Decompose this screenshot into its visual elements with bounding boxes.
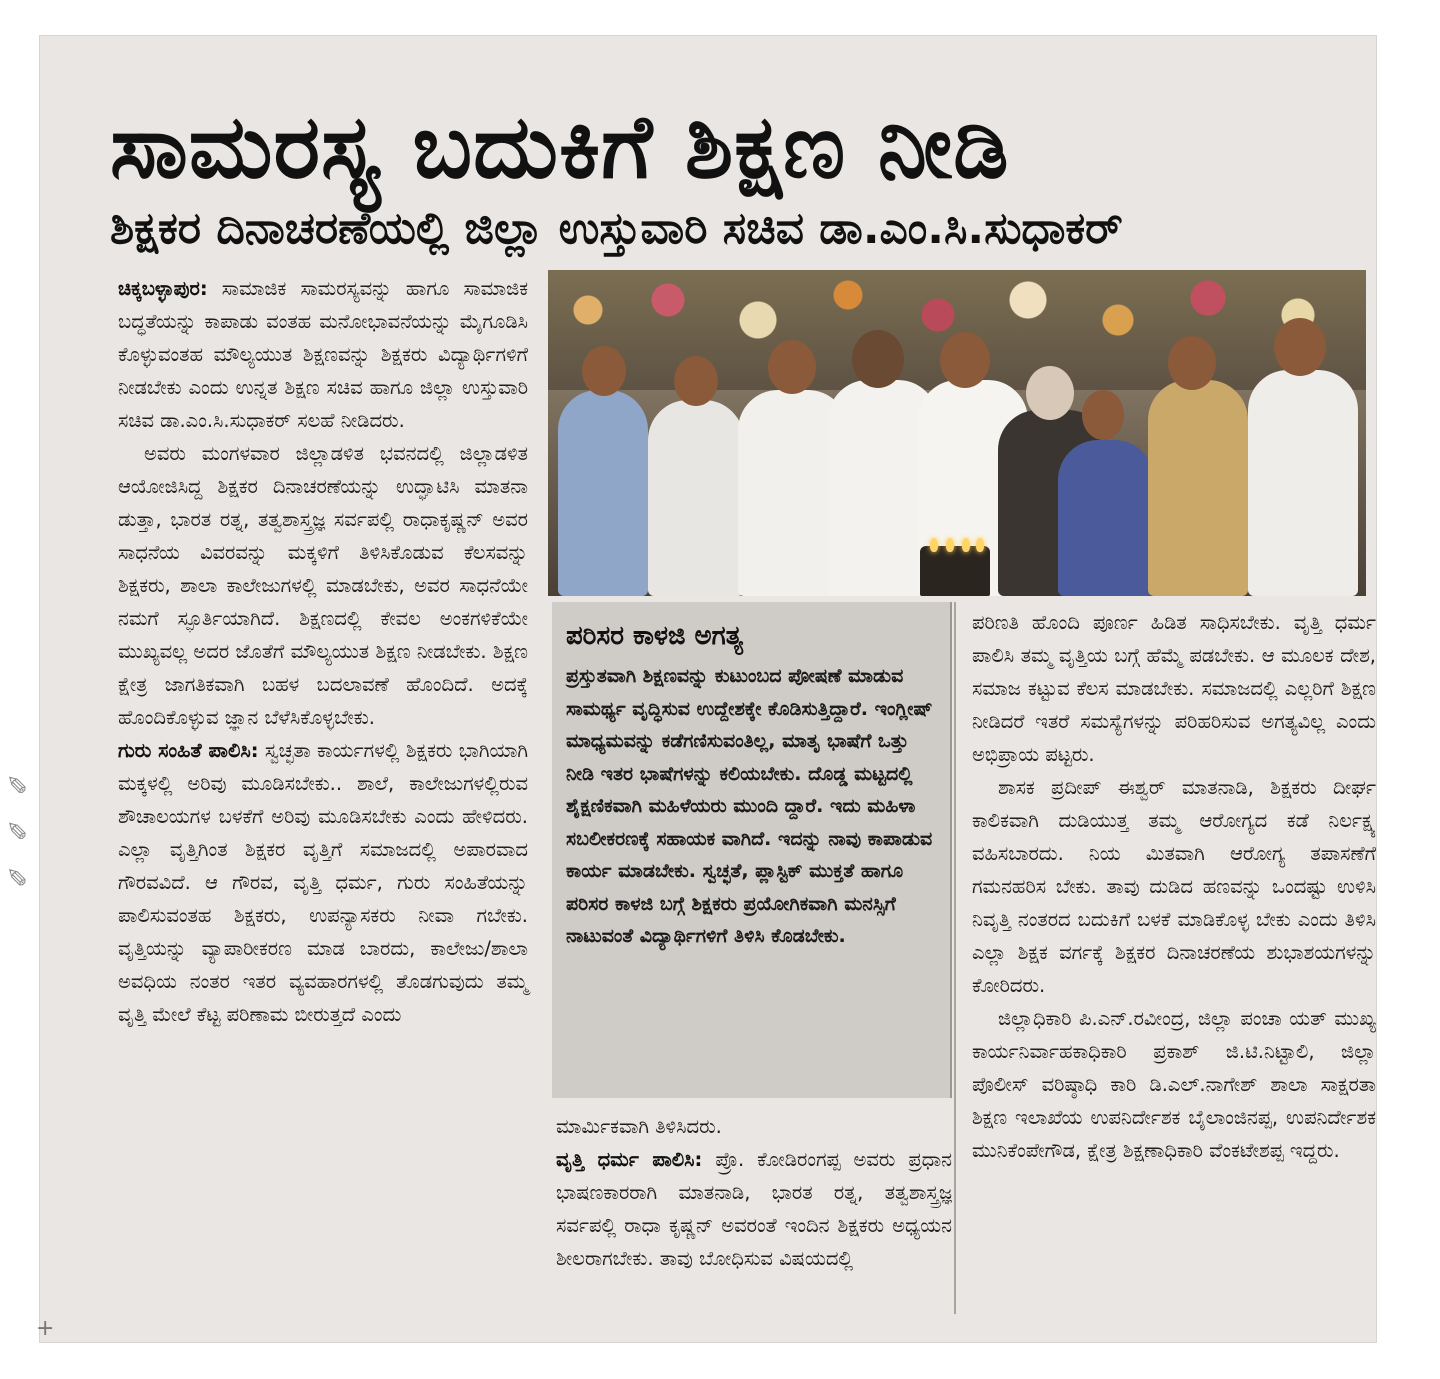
photo-person [648,400,744,596]
photo-head [1082,390,1124,440]
mid-para-2-text: ಪ್ರೊ. ಕೋಡಿರಂಗಪ್ಪ ಅವರು ಪ್ರಧಾನ ಭಾಷಣಕಾರರಾಗಿ ಮಾತನಾಡಿ, ಭಾರತ ರತ್ನ, ತತ್ವಶಾಸ್ತ್ರಜ್ಞ ಸರ್ವಪಲ್ಲಿ ರಾಧಾ ಕೃಷ್ಣನ್ ಅವರಂತೆ ಇಂದಿನ ಶಿಕ್ಷಕರು ಅಧ್ಯಯನ ಶೀಲರಾಗಬೇಕು. ತಾವು ಬೋಧಿಸುವ ವಿಷಯದಲ್ಲಿ [556,1148,952,1270]
lamp-flame [930,538,938,552]
mid-para-1: ಮಾರ್ಮಿಕವಾಗಿ ತಿಳಿಸಿದರು. [556,1115,722,1138]
oil-lamp [920,546,990,596]
headline: ಸಾಮರಸ್ಯ ಬದುಕಿಗೆ ಶಿಕ್ಷಣ ನೀಡಿ [110,95,1010,198]
photo-person [1058,440,1154,596]
lamp-flame [976,538,984,552]
left-subhead: ಗುರು ಸಂಹಿತೆ ಪಾಲಿಸಿ: [118,739,259,762]
left-para-1 [118,272,528,437]
photo-head [940,332,990,388]
mid-subhead: ವೃತ್ತಿ ಧರ್ಮ ಪಾಲಿಸಿ: [556,1148,703,1171]
left-para-2: ಅವರು ಮಂಗಳವಾರ ಜಿಲ್ಲಾಡಳಿತ ಭವನದಲ್ಲಿ ಜಿಲ್ಲಾಡಳಿತ ಆಯೋಜಿಸಿದ್ದ ಶಿಕ್ಷಕರ ದಿನಾಚರಣೆಯನ್ನು ಉದ್ಘಾಟಿಸಿ ಮಾತನಾ ಡುತ್ತಾ, ಭಾರತ ರತ್ನ, ತತ್ವಶಾಸ್ತ್ರಜ್ಞ ಸರ್ವಪಲ್ಲಿ ರಾಧಾಕೃಷ್ಣನ್ ಅವರ ಸಾಧನೆಯ ವಿವರವನ್ನು ಮಕ್ಕಳಿಗೆ ತಿಳಿಸಿಕೊಡುವ ಕೆಲಸವನ್ನು ಶಿಕ್ಷಕರು, ಶಾಲಾ ಕಾಲೇಜುಗಳಲ್ಲಿ ಮಾಡಬೇಕು, ಅವರ ಸಾಧನೆಯೇ ನಮಗೆ ಸ್ಫೂರ್ತಿಯಾಗಿದೆ. ಶಿಕ್ಷಣದಲ್ಲಿ ಕೇವಲ ಅಂಕಗಳಿಕೆಯೇ ಮುಖ್ಯವಲ್ಲ ಅದರ ಜೊತೆಗೆ ಮೌಲ್ಯಯುತ ಶಿಕ್ಷಣ ನೀಡಬೇಕು. ಶಿಕ್ಷಣ ಕ್ಷೇತ್ರ ಜಾಗತಿಕವಾಗಿ ಬಹಳ ಬದಲಾವಣೆ ಹೊಂದಿದೆ. ಅದಕ್ಕೆ ಹೊಂದಿಕೊಳ್ಳುವ ಜ್ಞಾನ ಬೆಳೆಸಿಕೊಳ್ಳಬೇಕು. [118,442,528,729]
photo-person [1248,370,1358,596]
mid-para-2 [556,1143,952,1275]
right-column [972,606,1376,1306]
right-para-2: ಶಾಸಕ ಪ್ರದೀಪ್ ಈಶ್ವರ್ ಮಾತನಾಡಿ, ಶಿಕ್ಷಕರು ದೀರ್ಘ ಕಾಲಿಕವಾಗಿ ದುಡಿಯುತ್ತ ತಮ್ಮ ಆರೋಗ್ಯದ ಕಡೆ ನಿರ್ಲಕ್ಷ್ಯ ವಹಿಸಬಾರದು. ನಿಯ ಮಿತವಾಗಿ ಆರೋಗ್ಯ ತಪಾಸಣೆಗೆ ಗಮನಹರಿಸ ಬೇಕು. ತಾವು ದುಡಿದ ಹಣವನ್ನು ಒಂದಷ್ಟು ಉಳಿಸಿ ನಿವೃತ್ತಿ ನಂತರದ ಬದುಕಿಗೆ ಬಳಕೆ ಮಾಡಿಕೊಳ್ಳ ಬೇಕು ಎಂದು ತಿಳಿಸಿ ಎಲ್ಲಾ ಶಿಕ್ಷಕ ವರ್ಗಕ್ಕೆ ಶಿಕ್ಷಕರ ದಿನಾಚರಣೆಯ ಶುಭಾಶಯಗಳನ್ನು ಕೋರಿದರು. [972,776,1376,997]
sidebox-title: ಪರಿಸರ ಕಾಳಜಿ ಅಗತ್ಯ [566,621,744,651]
left-para-1-text: ಸಾಮಾಜಿಕ ಸಾಮರಸ್ಯವನ್ನು ಹಾಗೂ ಸಾಮಾಜಿಕ ಬದ್ಧತೆಯನ್ನು ಕಾಪಾಡು ವಂತಹ ಮನೋಭಾವನೆಯನ್ನು ಮೈಗೂಡಿಸಿ ಕೊಳ್ಳುವಂತಹ ಮೌಲ್ಯಯುತ ಶಿಕ್ಷಣವನ್ನು ಶಿಕ್ಷಕರು ವಿದ್ಯಾರ್ಥಿಗಳಿಗೆ ನೀಡಬೇಕು ಎಂದು ಉನ್ನತ ಶಿಕ್ಷಣ ಸಚಿವ ಹಾಗೂ ಜಿಲ್ಲಾ ಉಸ್ತುವಾರಿ ಸಚಿವ ಡಾ.ಎಂ.ಸಿ.ಸುಧಾಕರ್ ಸಲಹೆ ನೀಡಿದರು. [118,277,528,432]
dateline: ಚಿಕ್ಕಬಳ್ಳಾಪುರ: [118,277,208,300]
lamp-flame [962,538,970,552]
event-photo [548,270,1366,596]
photo-person [558,390,648,596]
left-para-3 [118,734,528,1031]
photo-person [1148,380,1248,596]
photo-head [852,330,904,388]
photo-head [582,346,626,396]
lamp-flame [946,538,954,552]
middle-column [556,1110,952,1330]
right-para-1: ಪರಿಣತಿ ಹೊಂದಿ ಪೂರ್ಣ ಹಿಡಿತ ಸಾಧಿಸಬೇಕು. ವೃತ್ತಿ ಧರ್ಮ ಪಾಲಿಸಿ ತಮ್ಮ ವೃತ್ತಿಯ ಬಗ್ಗೆ ಹೆಮ್ಮೆ ಪಡಬೇಕು. ಆ ಮೂಲಕ ದೇಶ, ಸಮಾಜ ಕಟ್ಟುವ ಕೆಲಸ ಮಾಡಬೇಕು. ಸಮಾಜದಲ್ಲಿ ಎಲ್ಲರಿಗೆ ಶಿಕ್ಷಣ ನೀಡಿದರೆ ಇತರೆ ಸಮಸ್ಯೆಗಳನ್ನು ಪರಿಹರಿಸುವ ಅಗತ್ಯವಿಲ್ಲ ಎಂದು ಅಭಿಪ್ರಾಯ ಪಟ್ಟರು. [972,611,1376,766]
subheadline: ಶಿಕ್ಷಕರ ದಿನಾಚರಣೆಯಲ್ಲಿ ಜಿಲ್ಲಾ ಉಸ್ತುವಾರಿ ಸಚಿವ ಡಾ.ಎಂ.ಸಿ.ಸುಧಾಕರ್ [110,203,1123,254]
sidebox [552,602,952,1098]
left-column [118,272,528,1332]
right-para-3: ಜಿಲ್ಲಾಧಿಕಾರಿ ಪಿ.ಎನ್.ರವೀಂದ್ರ, ಜಿಲ್ಲಾ ಪಂಚಾ ಯತ್ ಮುಖ್ಯ ಕಾರ್ಯನಿರ್ವಾಹಕಾಧಿಕಾರಿ ಪ್ರಕಾಶ್ ಜಿ.ಟಿ.ನಿಟ್ಟಾಲಿ, ಜಿಲ್ಲಾ ಪೊಲೀಸ್ ವರಿಷ್ಠಾಧಿ ಕಾರಿ ಡಿ.ಎಲ್.ನಾಗೇಶ್ ಶಾಲಾ ಸಾಕ್ಷರತಾ ಶಿಕ್ಷಣ ಇಲಾಖೆಯ ಉಪನಿರ್ದೇಶಕ ಬೈಲಾಂಜಿನಪ್ಪ, ಉಪನಿರ್ದೇಶಕ ಮುನಿಕೆಂಪೇಗೌಡ, ಕ್ಷೇತ್ರ ಶಿಕ್ಷಣಾಧಿಕಾರಿ ವೆಂಕಟೇಶಪ್ಪ ಇದ್ದರು. [972,1007,1376,1162]
photo-head [1274,318,1326,376]
photo-head [674,356,718,406]
photo-head [1026,366,1074,420]
corner-crop-mark: + [36,1316,55,1341]
column-divider [954,602,956,1314]
left-para-3-text: ಸ್ವಚ್ಛತಾ ಕಾರ್ಯಗಳಲ್ಲಿ ಶಿಕ್ಷಕರು ಭಾಗಿಯಾಗಿ ಮಕ್ಕಳಲ್ಲಿ ಅರಿವು ಮೂಡಿಸಬೇಕು.. ಶಾಲೆ, ಕಾಲೇಜುಗಳಲ್ಲಿರುವ ಶೌಚಾಲಯಗಳ ಬಳಕೆಗೆ ಅರಿವು ಮೂಡಿಸಬೇಕು ಎಂದು ಹೇಳಿದರು. ಎಲ್ಲಾ ವೃತ್ತಿಗಿಂತ ಶಿಕ್ಷಕರ ವೃತ್ತಿಗೆ ಸಮಾಜದಲ್ಲಿ ಅಪಾರವಾದ ಗೌರವವಿದೆ. ಆ ಗೌರವ, ವೃತ್ತಿ ಧರ್ಮ, ಗುರು ಸಂಹಿತೆಯನ್ನು ಪಾಲಿಸುವಂತಹ ಶಿಕ್ಷಕರು, ಉಪನ್ಯಾಸಕರು ನೀವಾ ಗಬೇಕು. ವೃತ್ತಿಯನ್ನು ವ್ಯಾಪಾರೀಕರಣ ಮಾಡ ಬಾರದು, ಕಾಲೇಜು/ಶಾಲಾ ಅವಧಿಯ ನಂತರ ಇತರ ವ್ಯವಹಾರಗಳಲ್ಲಿ ತೊಡಗುವುದು ತಮ್ಮ ವೃತ್ತಿ ಮೇಲೆ ಕೆಟ್ಟ ಪರಿಣಾಮ ಬೀರುತ್ತದೆ ಎಂದು [118,739,528,1026]
sidebox-text: ಪ್ರಸ್ತುತವಾಗಿ ಶಿಕ್ಷಣವನ್ನು ಕುಟುಂಬದ ಪೋಷಣೆ ಮಾಡುವ ಸಾಮರ್ಥ್ಯ ವೃದ್ಧಿಸುವ ಉದ್ದೇಶಕ್ಕೇ ಕೊಡಿಸುತ್ತಿದ್ದಾರೆ. ಇಂಗ್ಲೀಷ್ ಮಾಧ್ಯಮವನ್ನು ಕಡೆಗಣಿಸುವಂತಿಲ್ಲ, ಮಾತೃ ಭಾಷೆಗೆ ಒತ್ತು ನೀಡಿ ಇತರ ಭಾಷೆಗಳನ್ನು ಕಲಿಯಬೇಕು. ದೊಡ್ಡ ಮಟ್ಟದಲ್ಲಿ ಶೈಕ್ಷಣಿಕವಾಗಿ ಮಹಿಳೆಯರು ಮುಂದಿ ದ್ದಾರೆ. ಇದು ಮಹಿಳಾ ಸಬಲೀಕರಣಕ್ಕೆ ಸಹಾಯಕ ವಾಗಿದೆ. ಇದನ್ನು ನಾವು ಕಾಪಾಡುವ ಕಾರ್ಯ ಮಾಡಬೇಕು. ಸ್ವಚ್ಛತೆ, ಪ್ಲಾಸ್ಟಿಕ್ ಮುಕ್ತತೆ ಹಾಗೂ ಪರಿಸರ ಕಾಳಜಿ ಬಗ್ಗೆ ಶಿಕ್ಷಕರು ಪ್ರಯೋಗಿಕವಾಗಿ ಮನಸ್ಸಿಗೆ ನಾಟುವಂತೆ ವಿದ್ಯಾರ್ಥಿಗಳಿಗೆ ತಿಳಿಸಿ ಕೊಡಬೇಕು. [566,665,933,947]
handwritten-margin-note: ✎ ✎ ✎ [2,763,32,890]
photo-head [1168,336,1216,390]
photo-head [768,340,816,394]
